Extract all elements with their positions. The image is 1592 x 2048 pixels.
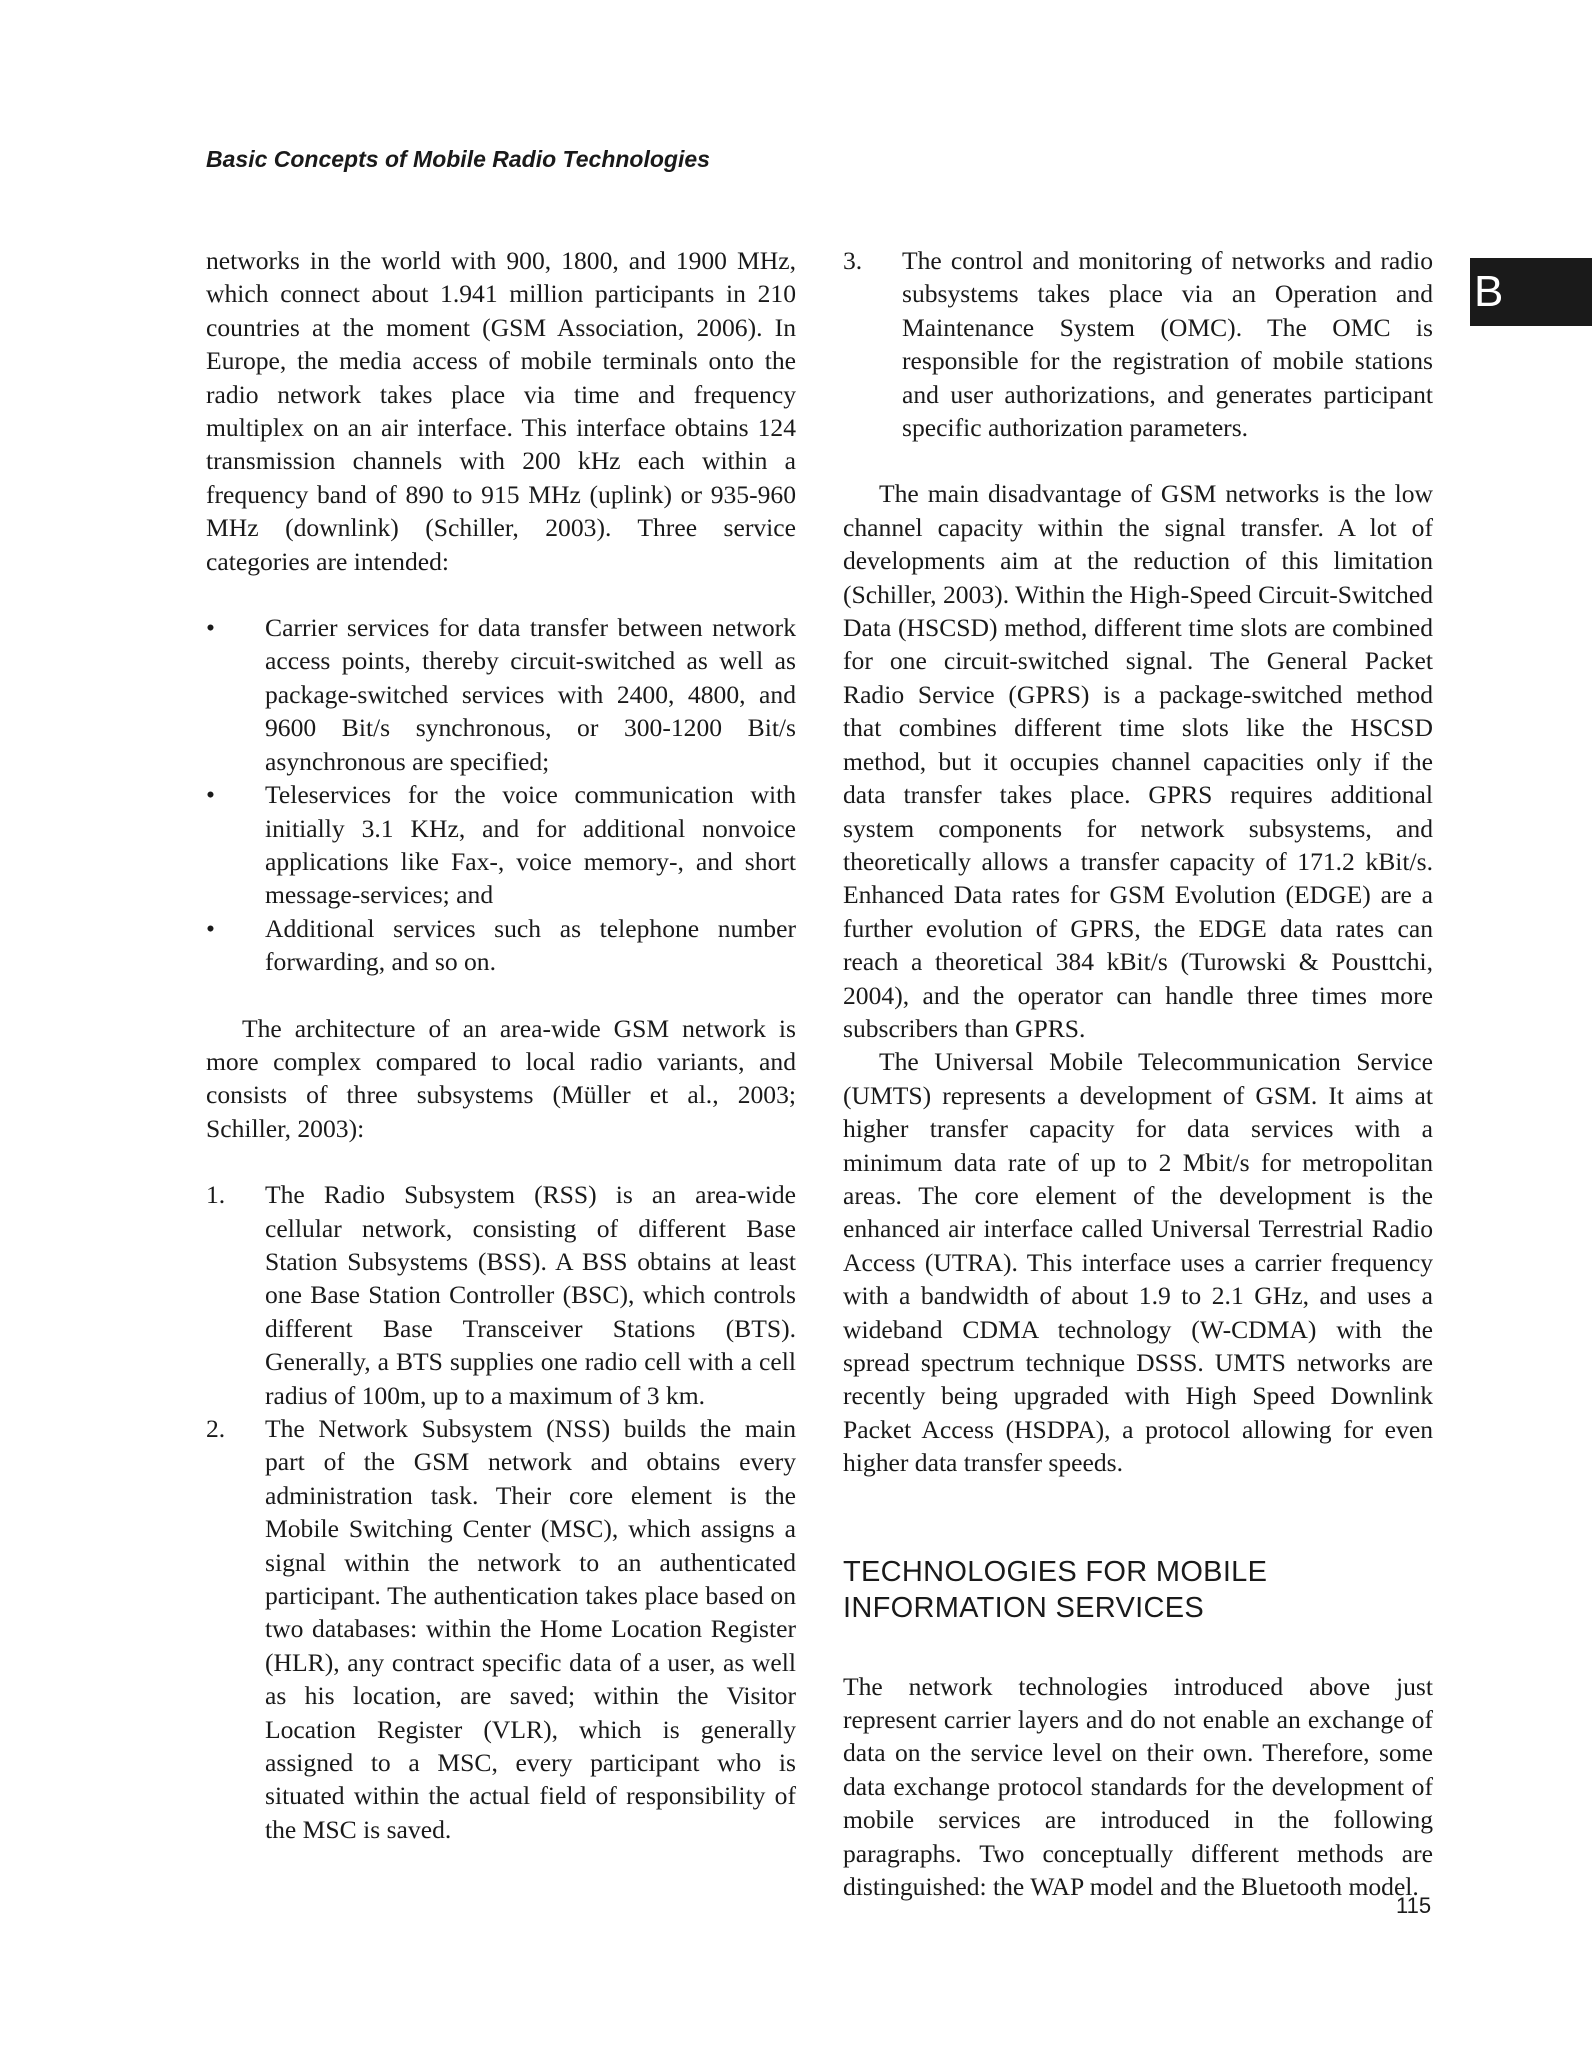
number-marker: 2. <box>206 1414 226 1443</box>
list-item <box>206 1178 796 1412</box>
paragraph: networks in the world with 900, 1800, and 1900 MHz, which connect about 1.941 million participants in 210 countries at the moment (GSM Association, 2006). In Europe, the media access of mobile terminals onto the radio network takes place via time and frequency multiplex on an air interface. This interface obtains 124 transmission channels with 200 kHz each within a frequency band of 890 to 915 MHz (uplink) or 935-960 MHz (downlink) (Schiller, 2003). Three service categories are intended: <box>206 246 796 576</box>
number-marker: 1. <box>206 1180 226 1210</box>
right-column <box>843 244 1433 1903</box>
list-item-text: The Radio Subsystem (RSS) is an area-wide cellular network, consisting of different Base Station Subsystems (BSS). A BSS obtains at least one Base Station Controller (BSC), which controls different Base Transceiver Stations (BTS). Generally, a BTS supplies one radio cell with a cell radius of 100m, up to a maximum of 3 km. <box>265 1180 796 1410</box>
paragraph: The architecture of an area-wide GSM network is more complex compared to local radio variants, and consists of three subsystems (Müller et al., 2003; Schiller, 2003): <box>206 1013 796 1143</box>
running-header: Basic Concepts of Mobile Radio Technologies <box>206 146 710 172</box>
bullet-marker: • <box>206 780 215 810</box>
list-item-text: Additional services such as telephone number forwarding, and so on. <box>265 913 796 977</box>
service-categories-list <box>206 611 796 978</box>
list-item-text: The Network Subsystem (NSS) builds the main part of the GSM network and obtains every administration task. Their core element is the Mobile Switching Center (MSC), which assigns a signal within the network to an authenticated participant. The authentication takes place based on two databases: within the Home Location Register (HLR), any contract specific data of a user, as well as his location, are saved; within the Visitor Location Register (VLR), which is generally assigned to a MSC, every participant who is situated within the actual field of responsibility of the MSC is saved. <box>265 1414 796 1844</box>
paragraph: The Universal Mobile Telecommunication Service (UMTS) represents a development of GSM. It aims at higher transfer capacity for data services with a minimum data rate of up to 2 Mbit/s for metropolitan areas. The core element of the development is the enhanced air interface called Universal Terrestrial Radio Access (UTRA). This interface uses a carrier frequency with a bandwidth of about 1.9 to 2.1 GHz, and uses a wideband CDMA technology (W-CDMA) with the spread spectrum technique DSSS. UMTS networks are recently being upgraded with High Speed Downlink Packet Access (HSDPA), a protocol allowing for even higher data transfer speeds. <box>843 1047 1433 1478</box>
list-item <box>206 778 796 912</box>
list-item <box>206 912 796 979</box>
bullet-marker: • <box>206 913 215 943</box>
list-item-text: Teleservices for the voice communication with initially 3.1 KHz, and for additional nonvoice applications like Fax-, voice memory-, and short message-services; and <box>265 780 796 910</box>
paragraph: The main disadvantage of GSM networks is the low channel capacity within the signal transfer. A lot of developments aim at the reduction of this limitation (Schiller, 2003). Within the High-Speed Circuit-Switched Data (HSCSD) method, different time slots are combined for one circuit-switched signal. The General Packet Radio Service (GPRS) is a package-switched method that combines different time slots like the HSCSD method, but it occupies channel capacities only if the data transfer takes place. GPRS requires additional system components for network subsystems, and theoretically allows a transfer capacity of 171.2 kBit/s. Enhanced Data rates for GSM Evolution (EDGE) are a further evolution of GPRS, the EDGE data rates can reach a theoretical 384 kBit/s (Turowski & Pousttchi, 2004), and the operator can handle three times more subscribers than GPRS. <box>843 479 1433 1043</box>
list-item-text: The control and monitoring of networks and radio subsystems takes place via an Operation and Maintenance System (OMC). The OMC is responsible for the registration of mobile stations and user authorizations, and generates participant specific authorization parameters. <box>902 246 1433 443</box>
list-item <box>206 1412 796 1846</box>
page-number: 115 <box>1396 1893 1432 1918</box>
left-column <box>206 244 796 1846</box>
paragraph: The network technologies introduced above just represent carrier layers and do not enable an exchange of data on the service level on their own. Therefore, some data exchange protocol standards for the development of mobile services are introduced in the following paragraphs. Two conceptually different methods are distinguished: the WAP model and the Bluetooth model. <box>843 1671 1433 1902</box>
subsystems-list <box>206 1178 796 1846</box>
list-item-text: Carrier services for data transfer between network access points, thereby circuit-switched as well as package-switched services with 2400, 4800, and 9600 Bit/s synchronous, or 300-1200 Bit/s asynchronous are specified; <box>265 613 796 776</box>
subsystems-list-continued <box>843 244 1433 444</box>
bullet-marker: • <box>206 613 215 643</box>
list-item <box>843 244 1433 444</box>
section-heading: TECHNOLOGIES FOR MOBILE INFORMATION SERVICES <box>843 1555 1268 1624</box>
section-tab: B <box>1470 258 1592 326</box>
list-item <box>206 611 796 778</box>
number-marker: 3. <box>843 246 863 275</box>
